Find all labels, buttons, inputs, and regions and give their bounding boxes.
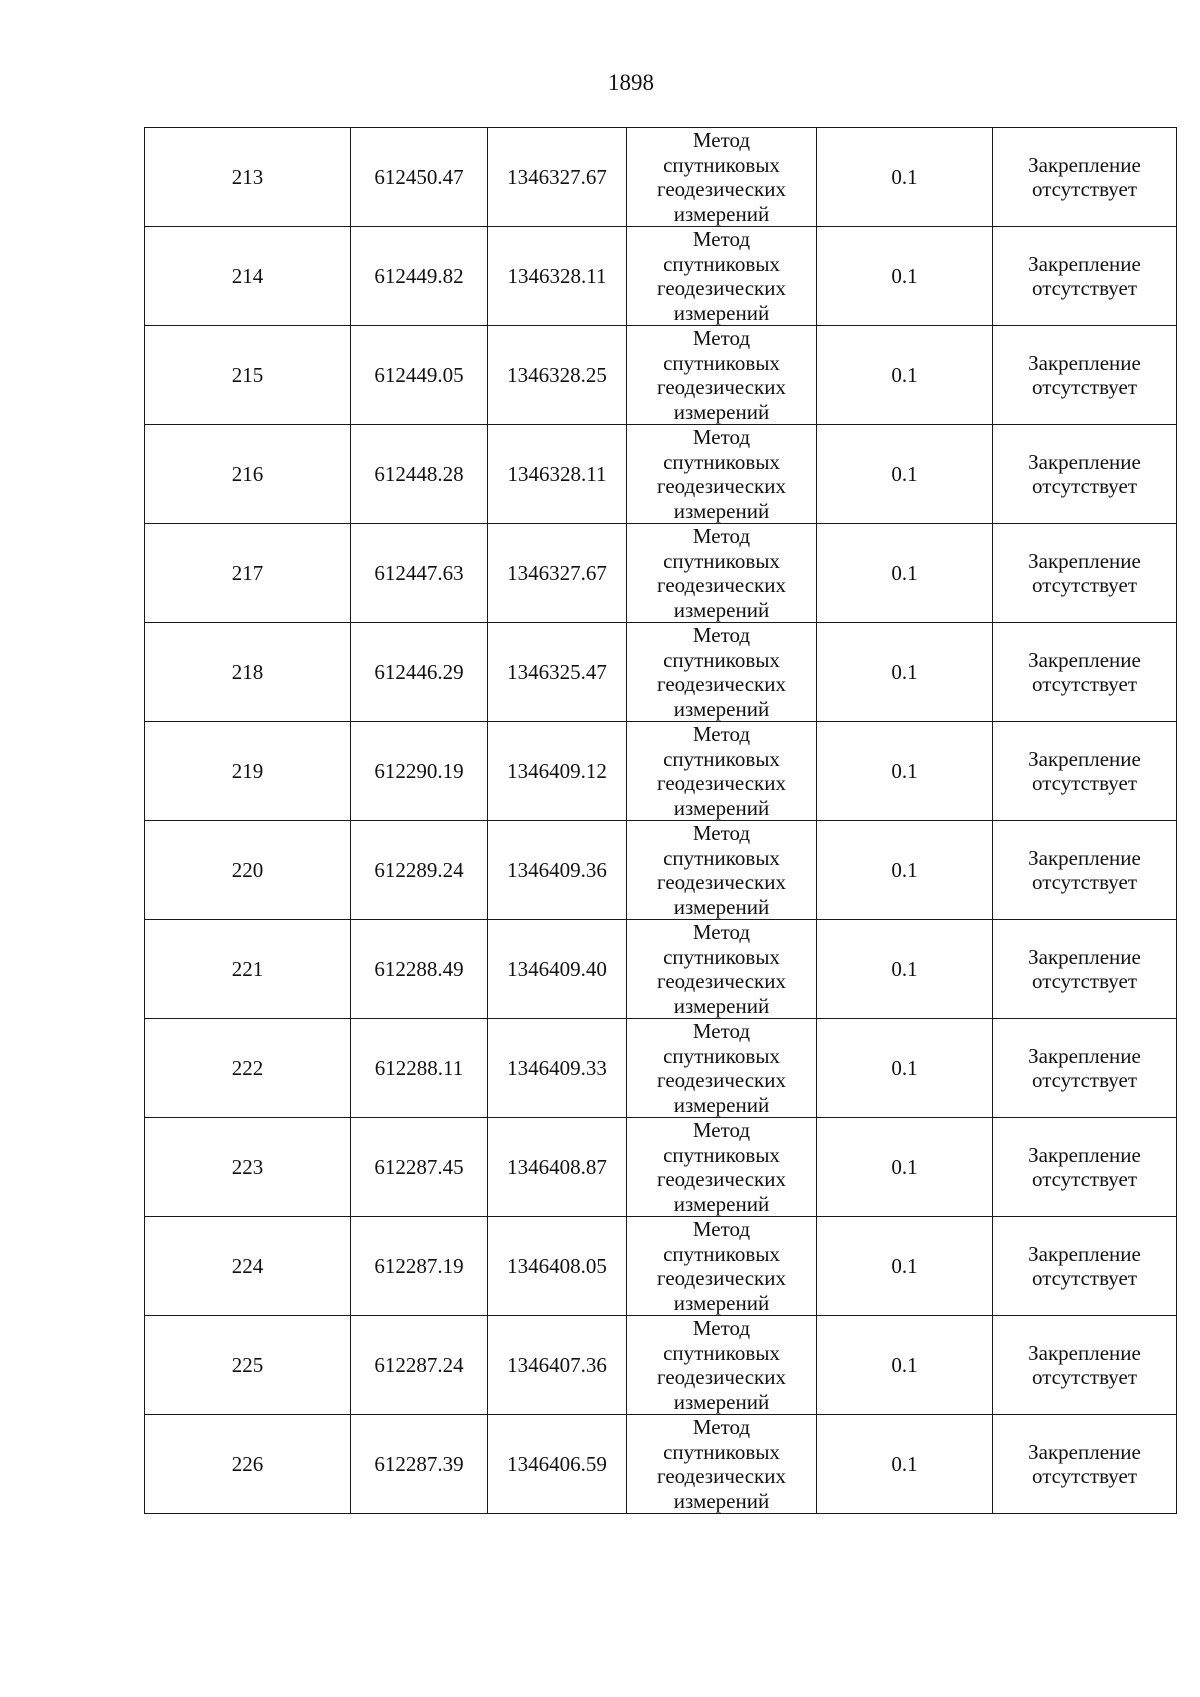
method-cell bbox=[627, 227, 817, 326]
point-number-cell: 219 bbox=[145, 722, 351, 821]
table-row bbox=[145, 1316, 1177, 1415]
accuracy-cell: 0.1 bbox=[817, 1019, 993, 1118]
method-line: Метод bbox=[692, 920, 751, 944]
x-coordinate-cell: 612288.11 bbox=[351, 1019, 488, 1118]
method-line: спутниковых bbox=[663, 152, 780, 177]
x-coordinate-cell: 612450.47 bbox=[351, 128, 488, 227]
fixing-line: отсутствует bbox=[1031, 276, 1138, 300]
fixing-line: Закрепление bbox=[1028, 1340, 1141, 1365]
table-row bbox=[145, 821, 1177, 920]
method-line: измерений bbox=[673, 795, 770, 820]
table-row bbox=[145, 1415, 1177, 1514]
x-coordinate-cell: 612290.19 bbox=[351, 722, 488, 821]
accuracy-cell: 0.1 bbox=[817, 1118, 993, 1217]
x-coordinate-cell: 612448.28 bbox=[351, 425, 488, 524]
point-number-cell: 214 bbox=[145, 227, 351, 326]
fixing-cell bbox=[993, 722, 1177, 821]
method-cell bbox=[627, 1019, 817, 1118]
method-line: измерений bbox=[673, 201, 770, 226]
point-number-cell: 224 bbox=[145, 1217, 351, 1316]
method-line: измерений bbox=[673, 1488, 770, 1513]
x-coordinate-cell: 612287.19 bbox=[351, 1217, 488, 1316]
method-line: измерений bbox=[673, 1290, 770, 1315]
method-line: измерений bbox=[673, 696, 770, 721]
y-coordinate-cell: 1346328.11 bbox=[488, 227, 627, 326]
method-cell bbox=[627, 920, 817, 1019]
y-coordinate-cell: 1346408.05 bbox=[488, 1217, 627, 1316]
method-line: измерений bbox=[673, 1191, 770, 1216]
point-number-cell: 222 bbox=[145, 1019, 351, 1118]
accuracy-cell: 0.1 bbox=[817, 227, 993, 326]
fixing-line: отсутствует bbox=[1031, 1266, 1138, 1290]
fixing-line: Закрепление bbox=[1028, 944, 1141, 969]
method-cell bbox=[627, 524, 817, 623]
point-number-cell: 226 bbox=[145, 1415, 351, 1514]
method-line: измерений bbox=[673, 1389, 770, 1414]
method-line: геодезических bbox=[656, 1464, 786, 1488]
x-coordinate-cell: 612288.49 bbox=[351, 920, 488, 1019]
x-coordinate-cell: 612287.24 bbox=[351, 1316, 488, 1415]
method-line: измерений bbox=[673, 300, 770, 325]
method-cell bbox=[627, 1316, 817, 1415]
method-line: Метод bbox=[692, 524, 751, 548]
fixing-line: Закрепление bbox=[1028, 152, 1141, 177]
method-line: геодезических bbox=[656, 672, 786, 696]
method-line: геодезических bbox=[656, 1266, 786, 1290]
method-line: Метод bbox=[692, 425, 751, 449]
fixing-cell bbox=[993, 227, 1177, 326]
point-number-cell: 225 bbox=[145, 1316, 351, 1415]
fixing-line: отсутствует bbox=[1031, 1167, 1138, 1191]
method-line: геодезических bbox=[656, 870, 786, 894]
method-line: измерений bbox=[673, 894, 770, 919]
y-coordinate-cell: 1346409.12 bbox=[488, 722, 627, 821]
fixing-line: Закрепление bbox=[1028, 845, 1141, 870]
fixing-line: отсутствует bbox=[1031, 1365, 1138, 1389]
method-line: Метод bbox=[692, 128, 751, 152]
method-line: Метод bbox=[692, 227, 751, 251]
y-coordinate-cell: 1346327.67 bbox=[488, 524, 627, 623]
fixing-line: Закрепление bbox=[1028, 1043, 1141, 1068]
method-line: спутниковых bbox=[663, 1439, 780, 1464]
table-row bbox=[145, 920, 1177, 1019]
accuracy-cell: 0.1 bbox=[817, 1415, 993, 1514]
method-cell bbox=[627, 1415, 817, 1514]
method-line: геодезических bbox=[656, 969, 786, 993]
fixing-line: отсутствует bbox=[1031, 1464, 1138, 1488]
method-line: измерений bbox=[673, 1092, 770, 1117]
coordinates-table bbox=[144, 127, 1177, 1514]
method-line: спутниковых bbox=[663, 746, 780, 771]
x-coordinate-cell: 612449.05 bbox=[351, 326, 488, 425]
point-number-cell: 213 bbox=[145, 128, 351, 227]
y-coordinate-cell: 1346327.67 bbox=[488, 128, 627, 227]
y-coordinate-cell: 1346407.36 bbox=[488, 1316, 627, 1415]
method-cell bbox=[627, 425, 817, 524]
method-line: спутниковых bbox=[663, 845, 780, 870]
y-coordinate-cell: 1346408.87 bbox=[488, 1118, 627, 1217]
fixing-line: Закрепление bbox=[1028, 449, 1141, 474]
method-line: измерений bbox=[673, 597, 770, 622]
method-line: геодезических bbox=[656, 1068, 786, 1092]
table-row bbox=[145, 623, 1177, 722]
table-row bbox=[145, 722, 1177, 821]
fixing-cell bbox=[993, 326, 1177, 425]
method-line: спутниковых bbox=[663, 1241, 780, 1266]
method-line: Метод bbox=[692, 1316, 751, 1340]
accuracy-cell: 0.1 bbox=[817, 1316, 993, 1415]
point-number-cell: 221 bbox=[145, 920, 351, 1019]
method-line: Метод bbox=[692, 1019, 751, 1043]
fixing-cell bbox=[993, 524, 1177, 623]
fixing-line: отсутствует bbox=[1031, 573, 1138, 597]
method-cell bbox=[627, 326, 817, 425]
method-line: спутниковых bbox=[663, 1043, 780, 1068]
fixing-line: Закрепление bbox=[1028, 251, 1141, 276]
x-coordinate-cell: 612446.29 bbox=[351, 623, 488, 722]
accuracy-cell: 0.1 bbox=[817, 326, 993, 425]
method-line: спутниковых bbox=[663, 251, 780, 276]
fixing-cell bbox=[993, 1019, 1177, 1118]
fixing-line: Закрепление bbox=[1028, 746, 1141, 771]
method-line: спутниковых bbox=[663, 548, 780, 573]
method-cell bbox=[627, 821, 817, 920]
method-line: геодезических bbox=[656, 177, 786, 201]
table-row bbox=[145, 326, 1177, 425]
method-line: Метод bbox=[692, 326, 751, 350]
method-cell bbox=[627, 722, 817, 821]
table-row bbox=[145, 227, 1177, 326]
method-line: геодезических bbox=[656, 771, 786, 795]
method-cell bbox=[627, 1118, 817, 1217]
fixing-line: отсутствует bbox=[1031, 672, 1138, 696]
fixing-cell bbox=[993, 1217, 1177, 1316]
method-cell bbox=[627, 128, 817, 227]
fixing-cell bbox=[993, 128, 1177, 227]
fixing-line: отсутствует bbox=[1031, 375, 1138, 399]
method-line: спутниковых bbox=[663, 944, 780, 969]
fixing-cell bbox=[993, 623, 1177, 722]
accuracy-cell: 0.1 bbox=[817, 623, 993, 722]
fixing-line: отсутствует bbox=[1031, 870, 1138, 894]
method-line: Метод bbox=[692, 1118, 751, 1142]
method-line: Метод bbox=[692, 722, 751, 746]
method-line: геодезических bbox=[656, 375, 786, 399]
fixing-line: Закрепление bbox=[1028, 1142, 1141, 1167]
x-coordinate-cell: 612287.39 bbox=[351, 1415, 488, 1514]
fixing-line: отсутствует bbox=[1031, 1068, 1138, 1092]
fixing-line: отсутствует bbox=[1031, 474, 1138, 498]
method-line: спутниковых bbox=[663, 350, 780, 375]
y-coordinate-cell: 1346328.25 bbox=[488, 326, 627, 425]
point-number-cell: 218 bbox=[145, 623, 351, 722]
table-row bbox=[145, 1217, 1177, 1316]
accuracy-cell: 0.1 bbox=[817, 524, 993, 623]
x-coordinate-cell: 612449.82 bbox=[351, 227, 488, 326]
fixing-line: отсутствует bbox=[1031, 969, 1138, 993]
fixing-cell bbox=[993, 1415, 1177, 1514]
fixing-cell bbox=[993, 1316, 1177, 1415]
method-line: Метод bbox=[692, 1217, 751, 1241]
fixing-line: Закрепление bbox=[1028, 548, 1141, 573]
point-number-cell: 216 bbox=[145, 425, 351, 524]
table-row bbox=[145, 128, 1177, 227]
accuracy-cell: 0.1 bbox=[817, 821, 993, 920]
table-row bbox=[145, 425, 1177, 524]
fixing-cell bbox=[993, 821, 1177, 920]
x-coordinate-cell: 612447.63 bbox=[351, 524, 488, 623]
point-number-cell: 215 bbox=[145, 326, 351, 425]
fixing-cell bbox=[993, 1118, 1177, 1217]
method-line: спутниковых bbox=[663, 1142, 780, 1167]
accuracy-cell: 0.1 bbox=[817, 1217, 993, 1316]
point-number-cell: 217 bbox=[145, 524, 351, 623]
table-row bbox=[145, 1118, 1177, 1217]
method-line: Метод bbox=[692, 821, 751, 845]
accuracy-cell: 0.1 bbox=[817, 920, 993, 1019]
table-row bbox=[145, 524, 1177, 623]
method-line: Метод bbox=[692, 623, 751, 647]
x-coordinate-cell: 612289.24 bbox=[351, 821, 488, 920]
accuracy-cell: 0.1 bbox=[817, 722, 993, 821]
fixing-line: Закрепление bbox=[1028, 647, 1141, 672]
coordinates-table-body bbox=[145, 128, 1177, 1514]
fixing-line: Закрепление bbox=[1028, 350, 1141, 375]
x-coordinate-cell: 612287.45 bbox=[351, 1118, 488, 1217]
method-line: геодезических bbox=[656, 1365, 786, 1389]
y-coordinate-cell: 1346406.59 bbox=[488, 1415, 627, 1514]
method-line: спутниковых bbox=[663, 1340, 780, 1365]
fixing-cell bbox=[993, 920, 1177, 1019]
y-coordinate-cell: 1346409.33 bbox=[488, 1019, 627, 1118]
y-coordinate-cell: 1346409.40 bbox=[488, 920, 627, 1019]
method-line: геодезических bbox=[656, 276, 786, 300]
fixing-line: Закрепление bbox=[1028, 1241, 1141, 1266]
method-line: измерений bbox=[673, 399, 770, 424]
point-number-cell: 220 bbox=[145, 821, 351, 920]
method-line: геодезических bbox=[656, 573, 786, 597]
method-cell bbox=[627, 623, 817, 722]
method-line: спутниковых bbox=[663, 647, 780, 672]
y-coordinate-cell: 1346325.47 bbox=[488, 623, 627, 722]
y-coordinate-cell: 1346328.11 bbox=[488, 425, 627, 524]
method-line: геодезических bbox=[656, 1167, 786, 1191]
accuracy-cell: 0.1 bbox=[817, 128, 993, 227]
fixing-cell bbox=[993, 425, 1177, 524]
method-line: измерений bbox=[673, 498, 770, 523]
method-line: спутниковых bbox=[663, 449, 780, 474]
page-number: 1898 bbox=[608, 70, 654, 95]
method-line: Метод bbox=[692, 1415, 751, 1439]
fixing-line: отсутствует bbox=[1031, 771, 1138, 795]
fixing-line: Закрепление bbox=[1028, 1439, 1141, 1464]
y-coordinate-cell: 1346409.36 bbox=[488, 821, 627, 920]
method-line: измерений bbox=[673, 993, 770, 1018]
point-number-cell: 223 bbox=[145, 1118, 351, 1217]
fixing-line: отсутствует bbox=[1031, 177, 1138, 201]
table-row bbox=[145, 1019, 1177, 1118]
method-cell bbox=[627, 1217, 817, 1316]
method-line: геодезических bbox=[656, 474, 786, 498]
accuracy-cell: 0.1 bbox=[817, 425, 993, 524]
